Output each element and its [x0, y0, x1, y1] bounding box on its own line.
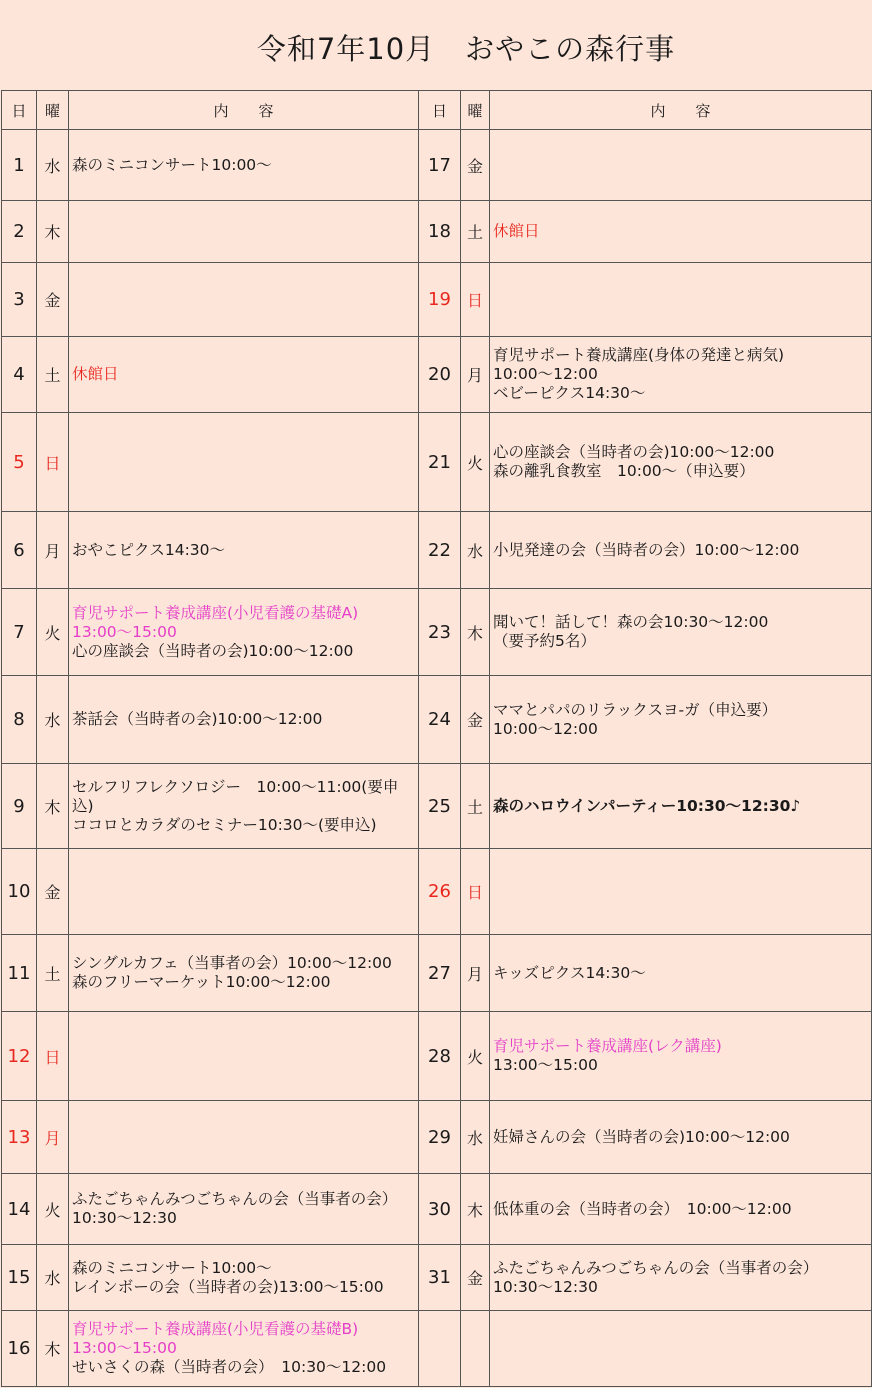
left-weekday-cell: 木 [37, 1311, 69, 1387]
event-text: せいさくの森（当時者の会） 10:30～12:00 [72, 1358, 387, 1376]
left-weekday-cell: 土 [37, 337, 69, 413]
left-content-cell-5 [69, 413, 419, 512]
left-weekday-cell: 土 [37, 935, 69, 1012]
event-text: ママとパパのリラックスヨ-ガ（申込要） [493, 700, 778, 719]
event-text: 10:30～12:30 [72, 1209, 177, 1227]
left-day-cell: 4 [2, 337, 37, 413]
header-day-right: 日 [419, 91, 461, 130]
left-weekday-cell: 月 [37, 512, 69, 589]
left-day-cell: 9 [2, 764, 37, 849]
event-text: 13:00～15:00 [493, 1056, 598, 1074]
event-text: 13:00～15:00 [72, 1339, 177, 1357]
event-text: 13:00～15:00 [72, 622, 177, 641]
event-text: ベビーピクス14:30～ [493, 384, 646, 402]
right-day-cell: 23 [419, 589, 461, 676]
right-weekday-cell: 水 [461, 512, 490, 589]
calendar-row [2, 1012, 872, 1101]
right-content-cell-11 [490, 935, 872, 1012]
right-weekday-cell: 火 [461, 1012, 490, 1101]
left-day-cell: 14 [2, 1174, 37, 1245]
right-day-cell: 27 [419, 935, 461, 1012]
left-content-cell-1 [69, 130, 419, 201]
left-day-cell: 2 [2, 201, 37, 263]
left-weekday-cell: 木 [37, 201, 69, 263]
event-text: 10:00～12:00 [493, 719, 598, 738]
right-day-cell: 28 [419, 1012, 461, 1101]
left-day-cell: 13 [2, 1101, 37, 1174]
left-day-cell: 15 [2, 1245, 37, 1311]
header-weekday-left: 曜 [37, 91, 69, 130]
right-content-cell-8 [490, 676, 872, 764]
right-content-cell-16 [490, 1311, 872, 1387]
left-weekday-cell: 水 [37, 1245, 69, 1311]
calendar-row [2, 201, 872, 263]
event-text: ふたごちゃんみつごちゃんの会（当事者の会） [493, 1258, 819, 1277]
left-content-cell-10 [69, 849, 419, 935]
event-text: 育児サポート養成講座(身体の発達と病気) [493, 346, 785, 364]
event-text: 森の離乳食教室 10:00～（申込要） [493, 462, 755, 480]
left-weekday-cell: 日 [37, 1012, 69, 1101]
event-text: セルフリフレクソロジー 10:00～11:00(要申込) [72, 777, 399, 815]
event-calendar-table [1, 90, 872, 1387]
event-text: 10:00～12:00 [493, 365, 598, 383]
right-content-cell-13 [490, 1101, 872, 1174]
right-weekday-cell: 木 [461, 1174, 490, 1245]
right-content-cell-5 [490, 413, 872, 512]
left-content-cell-7 [69, 589, 419, 676]
calendar-row [2, 1101, 872, 1174]
calendar-row [2, 337, 872, 413]
right-content-cell-1 [490, 130, 872, 201]
right-weekday-cell: 月 [461, 337, 490, 413]
event-text: 妊婦さんの会（当時者の会)10:00～12:00 [493, 1127, 790, 1146]
event-text: レインボーの会（当時者の会)13:00～15:00 [72, 1277, 384, 1296]
event-text: 心の座談会（当時者の会)10:00～12:00 [72, 641, 354, 660]
right-weekday-cell: 土 [461, 764, 490, 849]
left-day-cell: 12 [2, 1012, 37, 1101]
left-content-cell-6 [69, 512, 419, 589]
right-content-cell-7 [490, 589, 872, 676]
calendar-row [2, 1311, 872, 1387]
event-text: 育児サポート養成講座(小児看護の基礎B) [72, 1320, 359, 1338]
header-row [2, 91, 872, 130]
calendar-row [2, 935, 872, 1012]
left-weekday-cell: 水 [37, 130, 69, 201]
calendar-row [2, 263, 872, 337]
right-day-cell: 18 [419, 201, 461, 263]
calendar-row [2, 413, 872, 512]
calendar-row [2, 849, 872, 935]
event-text: 育児サポート養成講座(小児看護の基礎A) [72, 603, 359, 622]
left-content-cell-14 [69, 1174, 419, 1245]
event-text: シングルカフェ（当事者の会）10:00～12:00 [72, 954, 392, 972]
left-day-cell: 11 [2, 935, 37, 1012]
left-content-cell-8 [69, 676, 419, 764]
left-day-cell: 16 [2, 1311, 37, 1387]
left-day-cell: 10 [2, 849, 37, 935]
right-day-cell: 22 [419, 512, 461, 589]
left-day-cell: 8 [2, 676, 37, 764]
right-content-cell-9 [490, 764, 872, 849]
right-day-cell: 29 [419, 1101, 461, 1174]
left-weekday-cell: 日 [37, 413, 69, 512]
event-text: 森のフリーマーケット10:00～12:00 [72, 973, 331, 991]
left-day-cell: 6 [2, 512, 37, 589]
right-day-cell: 26 [419, 849, 461, 935]
right-day-cell: 30 [419, 1174, 461, 1245]
event-text: 育児サポート養成講座(レク講座) [493, 1037, 722, 1055]
calendar-row [2, 130, 872, 201]
left-weekday-cell: 木 [37, 764, 69, 849]
event-text: 心の座談会（当時者の会)10:00～12:00 [493, 443, 775, 461]
event-text: 森のハロウインパーティー10:30～12:30♪ [493, 796, 801, 815]
right-content-cell-14 [490, 1174, 872, 1245]
event-text: 10:30～12:30 [493, 1277, 598, 1296]
right-day-cell: 31 [419, 1245, 461, 1311]
left-day-cell: 7 [2, 589, 37, 676]
event-text: 低体重の会（当時者の会） 10:00～12:00 [493, 1199, 792, 1218]
left-content-cell-9 [69, 764, 419, 849]
right-weekday-cell: 日 [461, 849, 490, 935]
left-content-cell-4 [69, 337, 419, 413]
left-weekday-cell: 金 [37, 849, 69, 935]
right-day-cell: 25 [419, 764, 461, 849]
left-day-cell: 1 [2, 130, 37, 201]
right-weekday-cell: 水 [461, 1101, 490, 1174]
right-content-cell-6 [490, 512, 872, 589]
left-content-cell-2 [69, 201, 419, 263]
right-content-cell-3 [490, 263, 872, 337]
header-day-left: 日 [2, 91, 37, 130]
right-weekday-cell: 土 [461, 201, 490, 263]
event-text: おやこピクス14:30～ [72, 540, 226, 559]
header-content-left: 内 容 [69, 91, 419, 130]
calendar-row [2, 1174, 872, 1245]
right-day-cell [419, 1311, 461, 1387]
event-text: 休館日 [72, 365, 119, 383]
left-content-cell-15 [69, 1245, 419, 1311]
right-weekday-cell: 日 [461, 263, 490, 337]
right-weekday-cell: 金 [461, 130, 490, 201]
right-weekday-cell [461, 1311, 490, 1387]
right-weekday-cell: 金 [461, 1245, 490, 1311]
left-content-cell-12 [69, 1012, 419, 1101]
event-text: 小児発達の会（当時者の会）10:00～12:00 [493, 540, 800, 559]
right-content-cell-2 [490, 201, 872, 263]
left-weekday-cell: 火 [37, 589, 69, 676]
right-day-cell: 24 [419, 676, 461, 764]
right-weekday-cell: 火 [461, 413, 490, 512]
event-text: 森のミニコンサート10:00～ [72, 155, 272, 174]
calendar-row [2, 676, 872, 764]
calendar-row [2, 512, 872, 589]
left-content-cell-11 [69, 935, 419, 1012]
left-weekday-cell: 水 [37, 676, 69, 764]
right-content-cell-10 [490, 849, 872, 935]
left-weekday-cell: 火 [37, 1174, 69, 1245]
left-content-cell-16 [69, 1311, 419, 1387]
calendar-row [2, 1245, 872, 1311]
left-content-cell-13 [69, 1101, 419, 1174]
right-content-cell-4 [490, 337, 872, 413]
right-day-cell: 20 [419, 337, 461, 413]
right-day-cell: 17 [419, 130, 461, 201]
event-text: ふたごちゃんみつごちゃんの会（当事者の会） [72, 1190, 398, 1208]
right-weekday-cell: 月 [461, 935, 490, 1012]
right-content-cell-12 [490, 1012, 872, 1101]
right-day-cell: 21 [419, 413, 461, 512]
header-content-right: 内 容 [490, 91, 872, 130]
event-text: 聞いて！話して！森の会10:30～12:00 [493, 613, 769, 631]
page-title: 令和7年10月 おやこの森行事 [256, 31, 676, 66]
event-text: 茶話会（当時者の会)10:00～12:00 [72, 710, 323, 728]
event-text: （要予約5名） [493, 632, 596, 650]
right-content-cell-15 [490, 1245, 872, 1311]
right-weekday-cell: 木 [461, 589, 490, 676]
event-text: 休館日 [493, 222, 540, 240]
calendar-row [2, 589, 872, 676]
left-day-cell: 3 [2, 263, 37, 337]
event-text: 森のミニコンサート10:00～ [72, 1258, 272, 1277]
right-weekday-cell: 金 [461, 676, 490, 764]
left-content-cell-3 [69, 263, 419, 337]
left-weekday-cell: 金 [37, 263, 69, 337]
right-day-cell: 19 [419, 263, 461, 337]
header-weekday-right: 曜 [461, 91, 490, 130]
event-text: キッズピクス14:30～ [493, 963, 646, 982]
left-day-cell: 5 [2, 413, 37, 512]
calendar-row [2, 764, 872, 849]
left-weekday-cell: 月 [37, 1101, 69, 1174]
event-text: ココロとカラダのセミナー10:30～(要申込) [72, 815, 377, 834]
